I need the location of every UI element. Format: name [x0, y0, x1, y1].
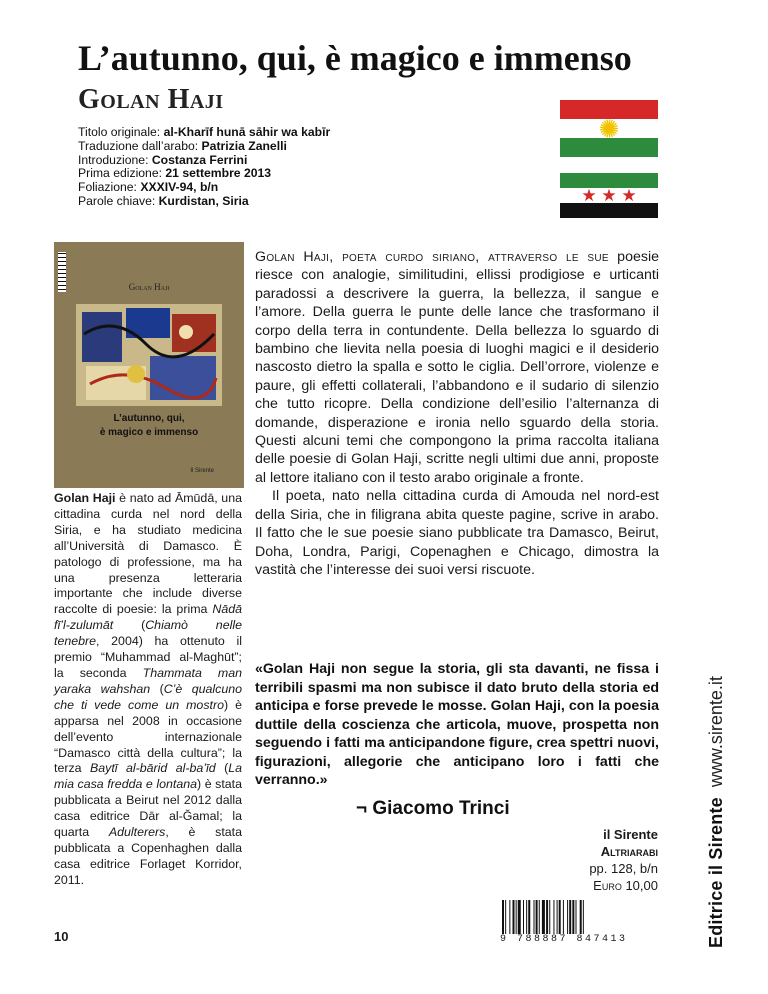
- book-title: L’autunno, qui, è magico e immenso: [78, 38, 632, 78]
- book-metadata: [78, 126, 330, 209]
- syria-flag: [560, 173, 658, 218]
- isbn-barcode: [500, 900, 658, 936]
- review-quote: «Golan Haji non segue la storia, gli sta davanti, ne fissa i terribili spasmi ma non subisce il dato bruto della storia ed anticipa e forse prevede le mosse. Golan Haji, con la poesia duttile della coscienza che articola, muove, prospetta non seguendo i fatti ma anticipandone figure, crea spettri nuovi, figurazioni, allegorie che anticipano loro i fatti che verranno.»: [255, 661, 659, 788]
- meta-original-title: Titolo originale: al-Kharīf hunā sāhir wa kabīr: [78, 125, 331, 139]
- cover-publisher-logo: Il Sirente: [190, 468, 214, 474]
- meta-translation: Traduzione dall’arabo: Patrizia Zanelli: [78, 138, 287, 153]
- publisher-name: il Sirente: [603, 827, 658, 842]
- page-number: 10: [54, 929, 69, 944]
- cover-author: Golan Haji: [128, 282, 170, 292]
- description-paragraph: Il poeta, nato nella cittadina curda di Amouda nel nord-est della Siria, che in filigrana abita queste pagine, scrive in arabo. Il fatto che le sue poesie siano pubblicate tra Damasco, Beirut, Doha, Londra, Parigi, Copenaghen e Chicago, dimostra la vastità che l’interesse dei suoi versi riscuote.: [255, 488, 659, 578]
- book-description: [255, 248, 659, 579]
- stars-icon: ★ ★ ★: [560, 188, 658, 203]
- publisher-sidebar: [706, 676, 727, 948]
- publication-info: [589, 826, 658, 894]
- meta-pagination: Foliazione: XXXIV-94, b/n: [78, 180, 219, 195]
- sun-icon: [560, 119, 658, 138]
- meta-first-edition: Prima edizione: 21 settembre 2013: [78, 166, 272, 181]
- publisher-brand: Editrice il Sirente: [706, 797, 726, 948]
- quote-author: ¬ Giacomo Trinci: [356, 798, 510, 819]
- cover-artwork: [76, 304, 222, 406]
- author-bio: Golan Haji è nato ad Āmūdā, una cittadina curda nel nord della Siria, e ha studiato medicina all’Università di Damasco. È patologo di professione, ma ha una presenza letteraria importante che include diverse raccolte di poesie: la prima Nādā fī’l-zulumāt (Chiamò nelle tenebre, 2004) ha ottenuto il premio “Muhammad al-Maghūt”; la seconda Thammata man yaraka wahshan (C’è qualcuno che ti vede come un mostro) è apparsa nel 2008 in occasione dell’evento internazionale “Damasco città della cultura”; la terza Baytī al-bārid al-ba’īd (La mia casa fredda e lontana) è stata pubblicata a Beirut nel 2012 dalla casa editrice Dār al-Ğamal; la quarta Adulterers, è stata pubblicata a Copenhaghen dalla casa editrice Forlaget Korridor, 2011.: [54, 491, 243, 887]
- isbn-number: 9 788887 847413: [500, 934, 628, 945]
- series-name: Altriarabi: [600, 844, 658, 859]
- meta-keywords: Parole chiave: Kurdistan, Siria: [78, 193, 249, 208]
- book-cover-image: [54, 242, 244, 488]
- kurdistan-flag: [560, 100, 658, 157]
- cover-title: L’autunno, qui, è magico e immenso: [99, 413, 199, 438]
- meta-introduction: Introduzione: Costanza Ferrini: [78, 152, 248, 167]
- description-paragraph: Golan Haji, poeta curdo siriano, attraverso le sue poesie riesce con analogie, similitudini, ellissi prodigiose e urticanti paradossi a descrivere la guerra, la bellezza, il sangue e l’amore. Della guerra le punte delle lance che trasformano il corpo della terra in contundente. Della bellezza lo sguardo di bambino che lievita nella poesia di luoghi magici e il desiderio nascosto dietro la spalla e sotto le ciglia. Dell’orrore, violenze e paure, gli effetti collaterali, l’abbandono e il sudario di silenzio che tutto ricopre. Della condizione dell’esilio l’alternanza di domande, disperazione e ironia nello sguardo della storia. Questi alcuni temi che compongono la prima raccolta italiana delle poesie di Golan Haji, scritte negli ultimi due anni, proposte al lettore italiano con il testo arabo originale a fronte.: [255, 249, 659, 486]
- book-author: Golan Haji: [78, 84, 224, 115]
- publisher-website[interactable]: www.sirente.it: [706, 676, 726, 788]
- price: Euro 10,00: [593, 878, 658, 893]
- page-count: pp. 128, b/n: [589, 861, 658, 876]
